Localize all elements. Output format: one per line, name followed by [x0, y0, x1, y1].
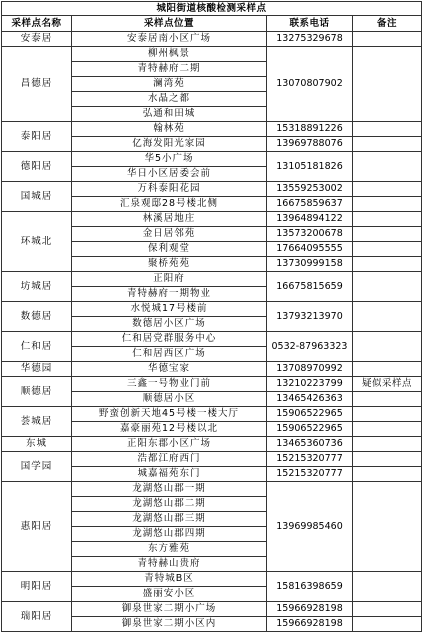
phone-cell: 15215320777	[267, 467, 353, 482]
site-location-cell: 聚桥苑苑	[72, 257, 267, 272]
site-name-cell: 荟城居	[2, 407, 72, 437]
sampling-site-sheet	[1, 1, 421, 632]
remark-cell	[353, 227, 422, 242]
site-location-cell: 正阳府	[72, 272, 267, 287]
site-location-cell: 御泉世家二期小广场	[72, 602, 267, 617]
remark-cell	[353, 47, 422, 122]
phone-cell: 0532-87963323	[267, 332, 353, 362]
table-row	[2, 302, 422, 317]
table-row	[2, 572, 422, 587]
site-name-cell: 坊城居	[2, 272, 72, 302]
remark-cell	[353, 122, 422, 137]
site-location-cell: 林溪居地庄	[72, 212, 267, 227]
phone-cell: 13275329678	[267, 32, 353, 47]
table-row	[2, 452, 422, 467]
table-row	[2, 362, 422, 377]
remark-cell: 疑似采样点	[353, 377, 422, 392]
column-header-site-name: 采样点名称	[2, 16, 72, 32]
remark-cell	[353, 617, 422, 632]
remark-cell	[353, 302, 422, 332]
site-location-cell: 仁和居西区广场	[72, 347, 267, 362]
site-location-cell: 柳州枫景	[72, 47, 267, 62]
site-location-cell: 亿海发阳光家园	[72, 137, 267, 152]
remark-cell	[353, 392, 422, 407]
site-name-cell: 国城居	[2, 182, 72, 212]
site-name-cell: 泰阳居	[2, 122, 72, 152]
phone-cell: 15966928198	[267, 617, 353, 632]
remark-cell	[353, 362, 422, 377]
site-location-cell: 汇泉观邸28号楼北侧	[72, 197, 267, 212]
table-row	[2, 152, 422, 167]
site-location-cell: 青特赫山贵府	[72, 557, 267, 572]
site-name-cell: 国学园	[2, 452, 72, 482]
site-name-cell: 仁和居	[2, 332, 72, 362]
site-location-cell: 青特赫府一期物业	[72, 287, 267, 302]
table-row	[2, 47, 422, 62]
table-row	[2, 332, 422, 347]
site-location-cell: 澜湾苑	[72, 77, 267, 92]
site-location-cell: 正阳东郡小区广场	[72, 437, 267, 452]
phone-cell: 13964894122	[267, 212, 353, 227]
title-row	[2, 2, 422, 16]
remark-cell	[353, 242, 422, 257]
remark-cell	[353, 272, 422, 302]
site-name-cell: 华德园	[2, 362, 72, 377]
site-location-cell: 盛丽安小区	[72, 587, 267, 602]
table-row	[2, 32, 422, 47]
remark-cell	[353, 572, 422, 602]
sampling-site-table	[1, 1, 422, 632]
site-location-cell: 保利观堂	[72, 242, 267, 257]
site-location-cell: 万科泰阳花园	[72, 182, 267, 197]
remark-cell	[353, 482, 422, 572]
site-name-cell: 德阳居	[2, 152, 72, 182]
phone-cell: 16675859637	[267, 197, 353, 212]
remark-cell	[353, 212, 422, 227]
page-title: 城阳街道核酸检测采样点	[2, 2, 422, 16]
site-location-cell: 野蛮创新天地45号楼一楼大厅	[72, 407, 267, 422]
phone-cell: 13730999158	[267, 257, 353, 272]
site-location-cell: 青特赫府二期	[72, 62, 267, 77]
remark-cell	[353, 602, 422, 617]
phone-cell: 13105181826	[267, 152, 353, 182]
site-location-cell: 翰林苑	[72, 122, 267, 137]
site-name-cell: 数德居	[2, 302, 72, 332]
remark-cell	[353, 407, 422, 422]
remark-cell	[353, 197, 422, 212]
remark-cell	[353, 437, 422, 452]
remark-cell	[353, 152, 422, 182]
site-location-cell: 城嘉福苑东门	[72, 467, 267, 482]
site-location-cell: 弘通和田城	[72, 107, 267, 122]
site-location-cell: 数德居小区广场	[72, 317, 267, 332]
site-location-cell: 华德宝家	[72, 362, 267, 377]
table-row	[2, 272, 422, 287]
remark-cell	[353, 32, 422, 47]
site-location-cell: 顺德居小区	[72, 392, 267, 407]
column-header-remark: 备注	[353, 16, 422, 32]
table-row	[2, 602, 422, 617]
site-location-cell: 龙湖悠山郡四期	[72, 527, 267, 542]
table-row	[2, 122, 422, 137]
phone-cell: 15215320777	[267, 452, 353, 467]
site-location-cell: 华5小广场	[72, 152, 267, 167]
site-name-cell: 东城	[2, 437, 72, 452]
phone-cell: 13210223799	[267, 377, 353, 392]
site-name-cell: 安泰居	[2, 32, 72, 47]
phone-cell: 13465360736	[267, 437, 353, 452]
site-name-cell: 瑞阳居	[2, 602, 72, 632]
remark-cell	[353, 332, 422, 362]
phone-cell: 15966928198	[267, 602, 353, 617]
remark-cell	[353, 422, 422, 437]
site-location-cell: 华日小区居委会前	[72, 167, 267, 182]
site-location-cell: 御泉世家二期小区内	[72, 617, 267, 632]
site-location-cell: 金日居邻苑	[72, 227, 267, 242]
site-location-cell: 浩都江府西门	[72, 452, 267, 467]
site-name-cell: 顺德居	[2, 377, 72, 407]
remark-cell	[353, 467, 422, 482]
site-location-cell: 龙湖悠山郡一期	[72, 482, 267, 497]
phone-cell: 13465426363	[267, 392, 353, 407]
table-row	[2, 212, 422, 227]
table-row	[2, 377, 422, 392]
phone-cell: 15906522965	[267, 422, 353, 437]
phone-cell: 13793213970	[267, 302, 353, 332]
remark-cell	[353, 452, 422, 467]
site-location-cell: 三鑫一号物业门前	[72, 377, 267, 392]
table-row	[2, 482, 422, 497]
phone-cell: 13708970992	[267, 362, 353, 377]
phone-cell: 13969985460	[267, 482, 353, 572]
site-location-cell: 青特城B区	[72, 572, 267, 587]
site-location-cell: 龙湖悠山郡三期	[72, 512, 267, 527]
site-location-cell: 水晶之都	[72, 92, 267, 107]
site-name-cell: 昌德居	[2, 47, 72, 122]
table-row	[2, 182, 422, 197]
phone-cell: 17664095555	[267, 242, 353, 257]
site-location-cell: 仁和居党群服务中心	[72, 332, 267, 347]
phone-cell: 13070807902	[267, 47, 353, 122]
site-location-cell: 东方雅苑	[72, 542, 267, 557]
phone-cell: 15318891226	[267, 122, 353, 137]
site-name-cell: 明阳居	[2, 572, 72, 602]
phone-cell: 15906522965	[267, 407, 353, 422]
remark-cell	[353, 257, 422, 272]
site-location-cell: 安泰居南小区广场	[72, 32, 267, 47]
site-name-cell: 惠阳居	[2, 482, 72, 572]
phone-cell: 15816398659	[267, 572, 353, 602]
header-row	[2, 16, 422, 32]
table-body	[2, 32, 422, 632]
phone-cell: 13573200678	[267, 227, 353, 242]
column-header-phone: 联系电话	[267, 16, 353, 32]
phone-cell: 13559253002	[267, 182, 353, 197]
remark-cell	[353, 182, 422, 197]
column-header-site-location: 采样点位置	[72, 16, 267, 32]
site-location-cell: 龙湖悠山郡二期	[72, 497, 267, 512]
table-row	[2, 407, 422, 422]
remark-cell	[353, 137, 422, 152]
site-name-cell: 环城北	[2, 212, 72, 272]
site-location-cell: 嘉豪丽苑12号楼以北	[72, 422, 267, 437]
phone-cell: 13969788076	[267, 137, 353, 152]
table-row	[2, 437, 422, 452]
phone-cell: 16675815659	[267, 272, 353, 302]
site-location-cell: 水悦城17号楼前	[72, 302, 267, 317]
